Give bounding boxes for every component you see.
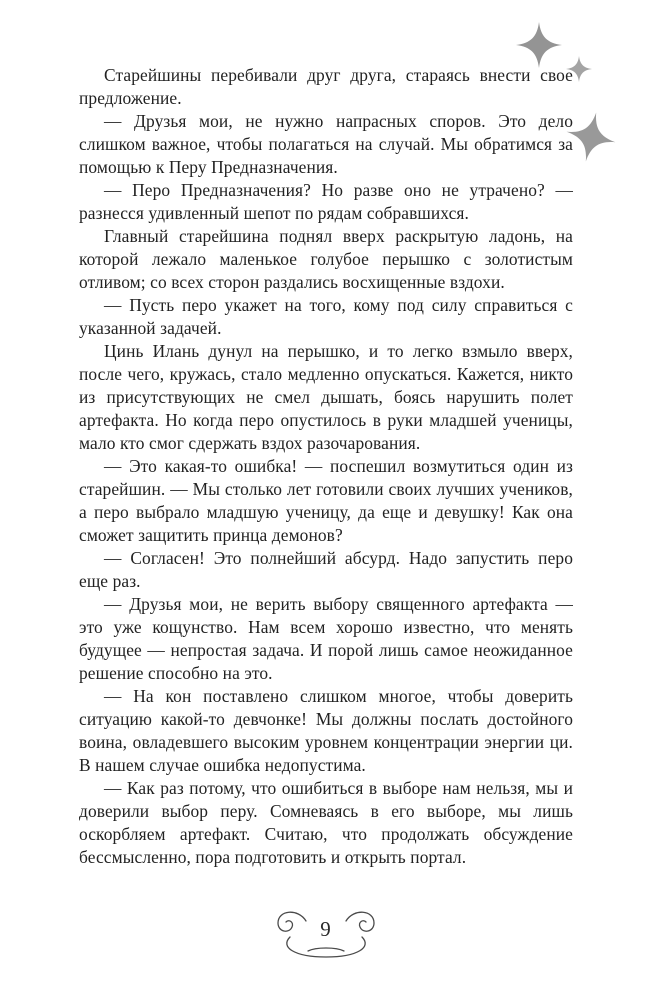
page-text: [79, 64, 573, 869]
paragraph: — Это какая-то ошибка! — поспешил возмутиться один из старейшин. — Мы столько лет готовили своих лучших учеников, а перо выбрало младшую ученицу, да еще и девушку! Как она сможет защитить принца демонов?: [79, 456, 573, 545]
paragraph: Старейшины перебивали друг друга, стараясь внести свое предложение.: [79, 65, 573, 108]
page-footer: [0, 892, 651, 970]
paragraph: Цинь Илань дунул на перышко, и то легко взмыло вверх, после чего, кружась, стало медленно опускаться. Кажется, никто из присутствующих не смел дышать, боясь нарушить полет артефакта. Но когда перо опустилось в руки младшей ученицы, мало кто смог сдержать вздох разочарования.: [79, 341, 573, 453]
page-number: 9: [320, 917, 331, 941]
paragraph: — На кон поставлено слишком многое, чтобы доверить ситуацию какой-то девчонке! Мы должны послать достойного воина, овладевшего высоким уровнем концентрации энергии ци. В нашем случае ошибка недопустима.: [79, 686, 573, 775]
paragraph: — Друзья мои, не нужно напрасных споров. Это дело слишком важное, чтобы полагаться на случай. Мы обратимся за помощью к Перу Предназначения.: [79, 111, 573, 177]
paragraph: Главный старейшина поднял вверх раскрытую ладонь, на которой лежало маленькое голубое перышко с золотистым отливом; со всех сторон раздались восхищенные вздохи.: [79, 226, 573, 292]
sparkle-icon: [516, 22, 562, 68]
paragraph: — Друзья мои, не верить выбору священного артефакта — это уже кощунство. Нам всем хорошо известно, что менять будущее — непростая задача. И порой лишь самое неожиданное решение способно на это.: [79, 594, 573, 683]
paragraph: — Перо Предназначения? Но разве оно не утрачено? — разнесся удивленный шепот по рядам собравшихся.: [79, 180, 573, 223]
paragraph: — Согласен! Это полнейший абсурд. Надо запустить перо еще раз.: [79, 548, 573, 591]
paragraph: — Пусть перо укажет на того, кому под силу справиться с указанной задачей.: [79, 295, 573, 338]
paragraph: — Как раз потому, что ошибиться в выборе нам нельзя, мы и доверили выбор перу. Сомневаясь в его выборе, мы лишь оскорбляем артефакт. Считаю, что продолжать обсуждение бессмысленно, пора подготовить и открыть портал.: [79, 778, 573, 867]
